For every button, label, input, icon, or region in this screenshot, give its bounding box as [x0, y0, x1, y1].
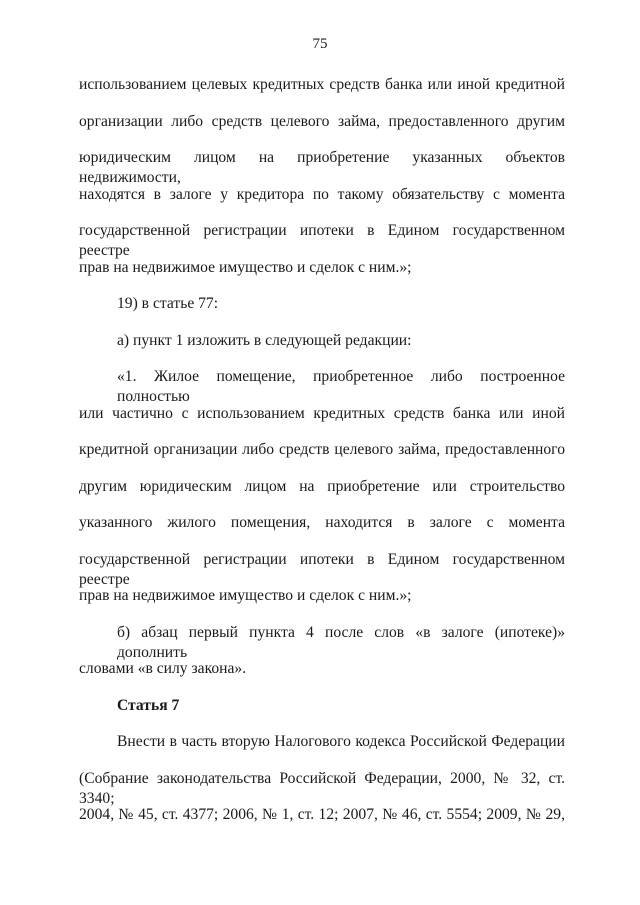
text-line: (Собрание законодательства Российской Федерации, 2000, № 32, ст. 3340; — [79, 770, 565, 807]
text-line: словами «в силу закона». — [79, 660, 247, 677]
text-line: 2004, № 45, ст. 4377; 2006, № 1, ст. 12; 2007, № 46, ст. 5554; 2009, № 29, — [79, 806, 565, 823]
text-line: а) пункт 1 изложить в следующей редакции: — [117, 332, 412, 349]
text-line: прав на недвижимое имущество и сделок с ним.»; — [79, 587, 412, 604]
text-line: государственной регистрации ипотеки в Едином государственном реестре — [79, 551, 565, 588]
text-line: кредитной организации либо средств целевого займа, предоставленного — [79, 441, 565, 458]
text-line: государственной регистрации ипотеки в Едином государственном реестре — [79, 222, 565, 259]
text-line: использованием целевых кредитных средств банка или иной кредитной — [79, 76, 565, 93]
text-line: или частично с использованием кредитных средств банка или иной — [79, 405, 565, 422]
text-line: указанного жилого помещения, находится в залоге с момента — [79, 514, 565, 531]
text-line: другим юридическим лицом на приобретение или строительство — [79, 478, 565, 495]
text-line: прав на недвижимое имущество и сделок с ним.»; — [79, 259, 412, 276]
text-line: б) абзац первый пункта 4 после слов «в залоге (ипотеке)» дополнить — [117, 624, 565, 661]
text-line: юридическим лицом на приобретение указанных объектов недвижимости, — [79, 149, 565, 186]
text-line: Внести в часть вторую Налогового кодекса Российской Федерации — [117, 733, 565, 750]
text-line: находятся в залоге у кредитора по такому обязательству с момента — [79, 186, 565, 203]
article-heading: Статья 7 — [117, 697, 180, 714]
text-line: «1. Жилое помещение, приобретенное либо построенное полностью — [117, 368, 565, 405]
page-number: 75 — [312, 36, 328, 52]
text-line: организации либо средств целевого займа, предоставленного другим — [79, 113, 565, 130]
text-line: 19) в статье 77: — [117, 295, 219, 312]
